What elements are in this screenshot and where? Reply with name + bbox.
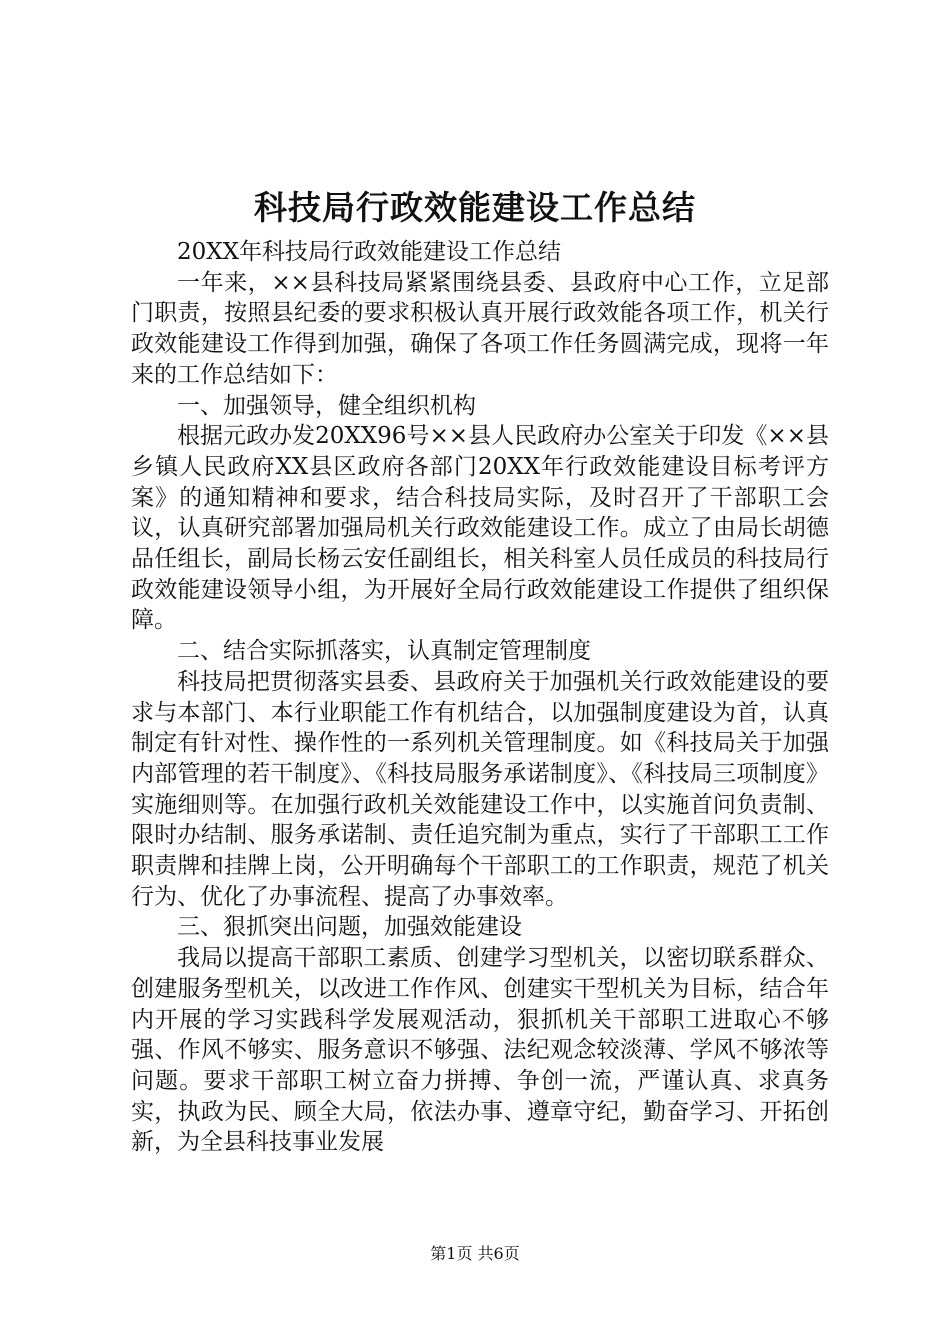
document-body [131, 237, 829, 1158]
page-number-footer: 第1页 共6页 [430, 1244, 520, 1263]
document-subtitle: 20XX年科技局行政效能建设工作总结 [177, 239, 562, 265]
document-title: 科技局行政效能建设工作总结 [254, 188, 696, 227]
section-paragraph-1: 根据元政办发20XX96号××县人民政府办公室关于印发《××县乡镇人民政府XX县区政府各部门20XX年行政效能建设目标考评方案》的通知精神和要求，结合科技局实际，及时召开了干部职工会议，认真研究部署加强局机关行政效能建设工作。成立了由局长胡德品任组长，副局长杨云安任副组长，相关科室人员任成员的科技局行政效能建设领导小组，为开展好全局行政效能建设工作提供了组织保障。 [131, 423, 829, 634]
section-paragraph-2: 科技局把贯彻落实县委、县政府关于加强机关行政效能建设的要求与本部门、本行业职能工作有机结合，以加强制度建设为首，认真制定有针对性、操作性的一系列机关管理制度。如《科技局关于加强内部管理的若干制度》、《科技局服务承诺制度》、《科技局三项制度》实施细则等。在加强行政机关效能建设工作中，以实施首问负责制、限时办结制、服务承诺制、责任追究制为重点，实行了干部职工工作职责牌和挂牌上岗，公开明确每个干部职工的工作职责，规范了机关行为、优化了办事流程、提高了办事效率。 [131, 668, 829, 910]
intro-paragraph: 一年来，××县科技局紧紧围绕县委、县政府中心工作，立足部门职责，按照县纪委的要求积极认真开展行政效能各项工作，机关行政效能建设工作得到加强，确保了各项工作任务圆满完成，现将一年来的工作总结如下： [131, 269, 829, 388]
section-heading-1: 一、加强领导，健全组织机构 [177, 392, 476, 419]
section-heading-3: 三、狠抓突出问题，加强效能建设 [177, 914, 522, 941]
section-paragraph-3: 我局以提高干部职工素质、创建学习型机关，以密切联系群众、创建服务型机关，以改进工作作风、创建实干型机关为目标，结合年内开展的学习实践科学发展观活动，狠抓机关干部职工进取心不够强、作风不够实、服务意识不够强、法纪观念较淡薄、学风不够浓等问题。要求干部职工树立奋力拼搏、争创一流，严谨认真、求真务实，执政为民、顾全大局，依法办事、遵章守纪，勤奋学习、开拓创新，为全县科技事业发展 [131, 945, 829, 1156]
section-heading-2: 二、结合实际抓落实，认真制定管理制度 [177, 638, 591, 665]
